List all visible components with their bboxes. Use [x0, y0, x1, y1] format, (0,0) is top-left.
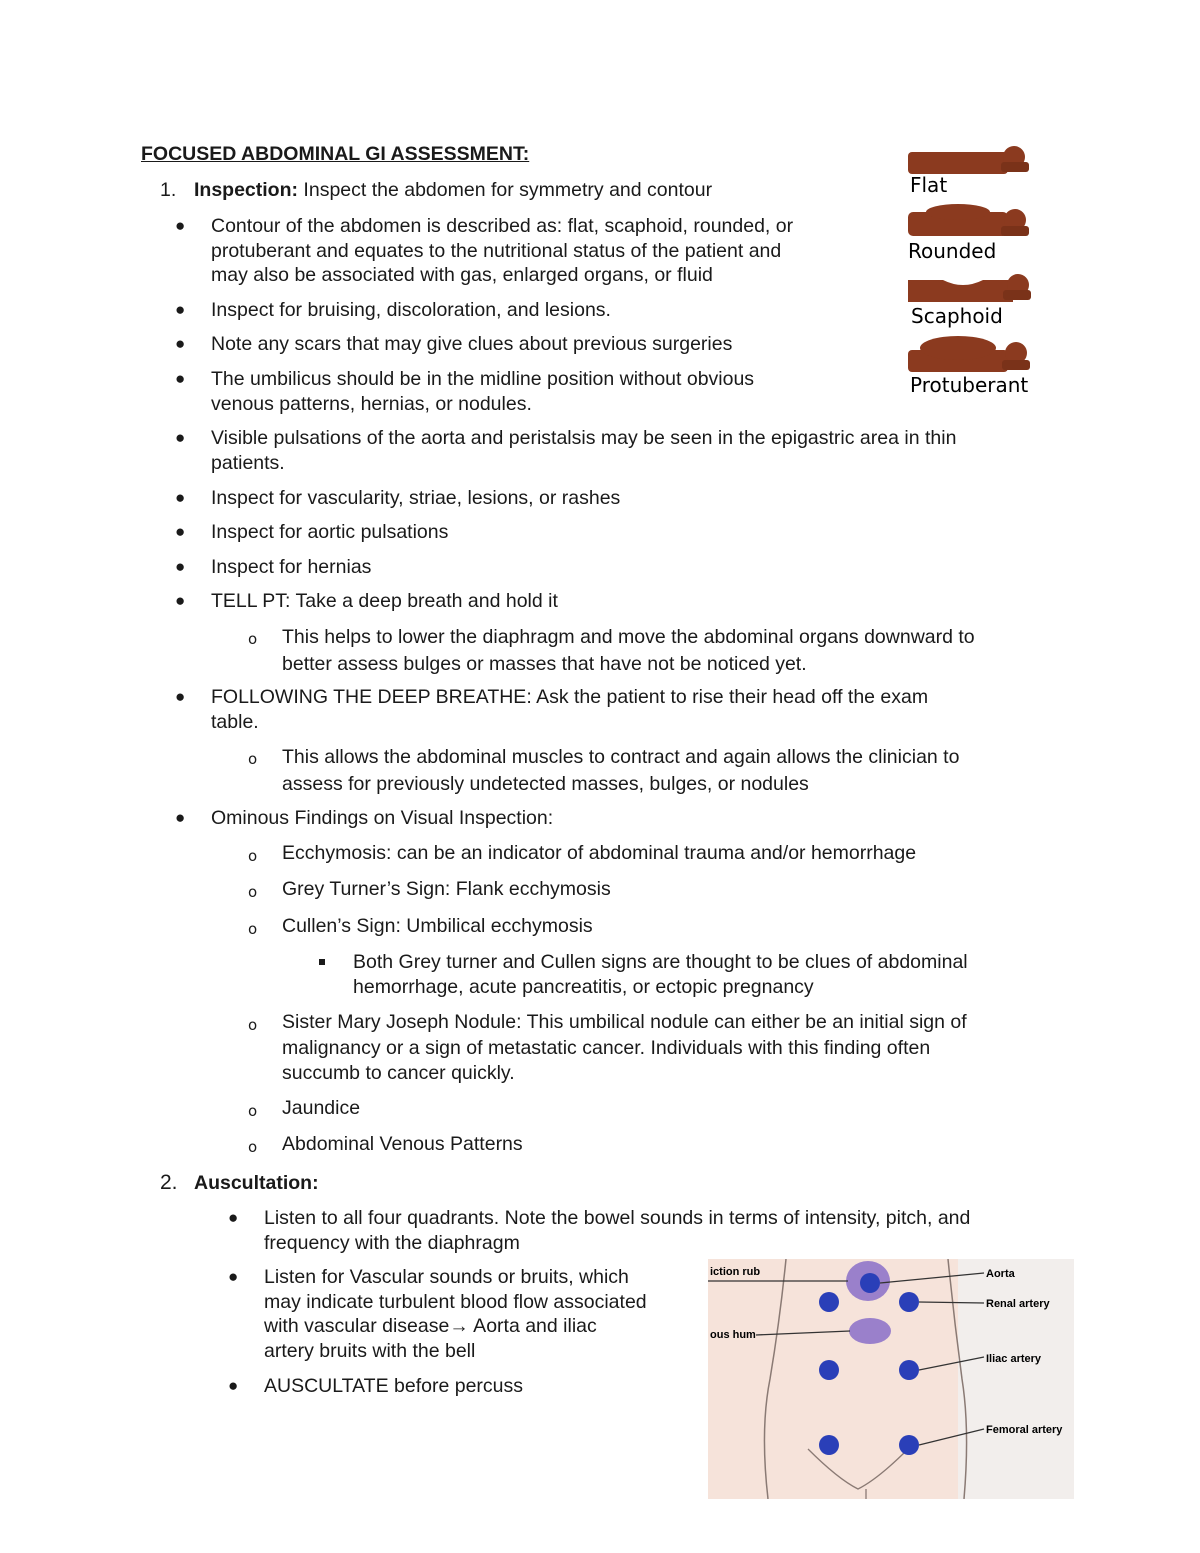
- aorta-point: [860, 1273, 880, 1293]
- umbilicus-bullet: [211, 367, 754, 416]
- jaundice-subbullet: Jaundice: [282, 1097, 361, 1119]
- deep-breathe-bullet: [211, 685, 928, 734]
- grey-cullen-note: [353, 950, 968, 999]
- abdominal-contour-figure: [903, 140, 1043, 400]
- aortic-bullet: Inspect for aortic pulsations: [211, 521, 449, 543]
- text-line: better assess bulges or masses that have not be noticed yet.: [282, 653, 807, 675]
- text-line: [264, 1314, 647, 1339]
- bullet-icon: ●: [175, 300, 186, 319]
- inspection-heading-line: [194, 178, 712, 203]
- hernias-bullet: Inspect for hernias: [211, 556, 372, 578]
- text-line: venous patterns, hernias, or nodules.: [211, 392, 532, 415]
- text-line: Listen to all four quadrants. Note the bowel sounds in terms of intensity, pitch, and: [264, 1207, 971, 1229]
- bullet-icon: ●: [175, 557, 186, 576]
- grey-turner-subbullet: Grey Turner’s Sign: Flank ecchymosis: [282, 878, 611, 900]
- text-line: Contour of the abdomen is described as: flat, scaphoid, rounded, or: [211, 215, 794, 237]
- tell-pt-bullet: TELL PT: Take a deep breath and hold it: [211, 590, 558, 612]
- bullet-icon: ●: [175, 334, 186, 353]
- text-line: frequency with the diaphragm: [264, 1231, 520, 1254]
- bullet-icon: ●: [228, 1267, 239, 1286]
- protuberant-body-image: [908, 336, 1030, 372]
- bullet-icon: ●: [228, 1376, 239, 1395]
- bullet-icon: ●: [175, 369, 186, 388]
- bullet-icon: ●: [175, 428, 186, 447]
- text-line: artery bruits with the bell: [264, 1339, 476, 1362]
- label-iliac-artery: Iliac artery: [986, 1353, 1042, 1365]
- label-aorta: Aorta: [986, 1268, 1015, 1280]
- muscles-subbullet: [282, 744, 959, 798]
- contour-bullet: [211, 214, 793, 288]
- contour-label-protuberant: Protuberant: [910, 373, 1029, 397]
- label-venous-hum: ous hum: [710, 1329, 756, 1341]
- circle-bullet-icon: o: [248, 883, 258, 901]
- text-line: succumb to cancer quickly.: [282, 1062, 515, 1084]
- contour-label-rounded: Rounded: [908, 239, 997, 263]
- circle-bullet-icon: o: [248, 1102, 258, 1120]
- figure-label-panel: [958, 1259, 1074, 1499]
- femoral-artery-point-left: [819, 1435, 839, 1455]
- iliac-artery-point-right: [899, 1360, 919, 1380]
- circle-bullet-icon: o: [248, 920, 258, 938]
- iliac-artery-point-left: [819, 1360, 839, 1380]
- text-line: table.: [211, 710, 259, 733]
- text-line: This helps to lower the diaphragm and move the abdominal organs downward to: [282, 626, 975, 648]
- bullet-icon: ●: [228, 1208, 239, 1227]
- text-line: malignancy or a sign of metastatic cancer. Individuals with this finding often: [282, 1036, 931, 1059]
- diaphragm-subbullet: [282, 624, 975, 678]
- circle-bullet-icon: o: [248, 750, 258, 768]
- text-line: may also be associated with gas, enlarged organs, or fluid: [211, 264, 713, 286]
- inspection-intro: Inspect the abdomen for symmetry and contour: [298, 179, 713, 201]
- text-line: assess for previously undetected masses, bulges, or nodules: [282, 773, 809, 795]
- label-friction-rub: iction rub: [710, 1266, 761, 1278]
- scaphoid-body-image: [908, 274, 1031, 302]
- square-bullet-icon: [319, 959, 325, 965]
- arrow-icon: →: [449, 1315, 469, 1337]
- bullet-icon: ●: [175, 687, 186, 706]
- text-line: Visible pulsations of the aorta and peristalsis may be seen in the epigastric area in thin: [211, 427, 957, 449]
- text-line: FOLLOWING THE DEEP BREATHE: Ask the patient to rise their head off the exam: [211, 686, 929, 708]
- label-femoral-artery: Femoral artery: [986, 1424, 1063, 1436]
- page-title: FOCUSED ABDOMINAL GI ASSESSMENT:: [141, 143, 530, 165]
- circle-bullet-icon: o: [248, 1138, 258, 1156]
- bullet-icon: ●: [175, 808, 186, 827]
- scars-bullet: Note any scars that may give clues about previous surgeries: [211, 333, 733, 355]
- ominous-bullet: Ominous Findings on Visual Inspection:: [211, 807, 554, 829]
- vascular-auscultation-figure: [708, 1259, 1074, 1499]
- renal-artery-point-right: [899, 1292, 919, 1312]
- venous-hum-zone: [849, 1318, 891, 1344]
- auscultate-first-bullet: AUSCULTATE before percuss: [264, 1375, 524, 1397]
- quadrants-bullet: [264, 1206, 970, 1255]
- circle-bullet-icon: o: [248, 847, 258, 865]
- pulsations-bullet: [211, 426, 956, 475]
- inspection-heading: Inspection:: [194, 179, 299, 201]
- text-line: hemorrhage, acute pancreatitis, or ectopic pregnancy: [353, 975, 814, 998]
- sister-mary-joseph-subbullet: [282, 1010, 967, 1087]
- contour-label-scaphoid: Scaphoid: [911, 304, 1003, 328]
- bullet-icon: ●: [175, 591, 186, 610]
- text-line: The umbilicus should be in the midline position without obvious: [211, 368, 755, 390]
- ecchymosis-subbullet: Ecchymosis: can be an indicator of abdominal trauma and/or hemorrhage: [282, 842, 917, 864]
- section-number-2: 2.: [160, 1171, 178, 1194]
- flat-body-image: [908, 146, 1029, 174]
- vascular-sounds-bullet: [264, 1265, 647, 1363]
- bullet-icon: ●: [175, 216, 186, 235]
- femoral-artery-point-right: [899, 1435, 919, 1455]
- text-fragment: with vascular disease: [264, 1315, 450, 1337]
- section-number-1: 1.: [160, 179, 177, 201]
- auscultation-heading: Auscultation:: [194, 1172, 319, 1194]
- renal-artery-point-left: [819, 1292, 839, 1312]
- rounded-body-image: [908, 204, 1029, 236]
- circle-bullet-icon: o: [248, 630, 258, 648]
- text-line: Both Grey turner and Cullen signs are thought to be clues of abdominal: [353, 951, 968, 973]
- text-line: Listen for Vascular sounds or bruits, which: [264, 1266, 629, 1288]
- text-line: patients.: [211, 451, 285, 474]
- cullen-subbullet: Cullen’s Sign: Umbilical ecchymosis: [282, 915, 593, 937]
- text-line: may indicate turbulent blood flow associated: [264, 1290, 647, 1313]
- text-line: protuberant and equates to the nutritional status of the patient and: [211, 239, 782, 262]
- text-fragment: Aorta and iliac: [468, 1315, 597, 1337]
- text-line: Sister Mary Joseph Nodule: This umbilical nodule can either be an initial sign of: [282, 1011, 967, 1033]
- vascularity-bullet: Inspect for vascularity, striae, lesions, or rashes: [211, 487, 621, 509]
- circle-bullet-icon: o: [248, 1016, 258, 1034]
- text-line: This allows the abdominal muscles to contract and again allows the clinician to: [282, 746, 960, 768]
- bruising-bullet: Inspect for bruising, discoloration, and lesions.: [211, 299, 611, 321]
- contour-label-flat: Flat: [910, 173, 948, 197]
- bullet-icon: ●: [175, 488, 186, 507]
- venous-patterns-subbullet: Abdominal Venous Patterns: [282, 1133, 523, 1155]
- label-renal-artery: Renal artery: [986, 1298, 1050, 1310]
- bullet-icon: ●: [175, 522, 186, 541]
